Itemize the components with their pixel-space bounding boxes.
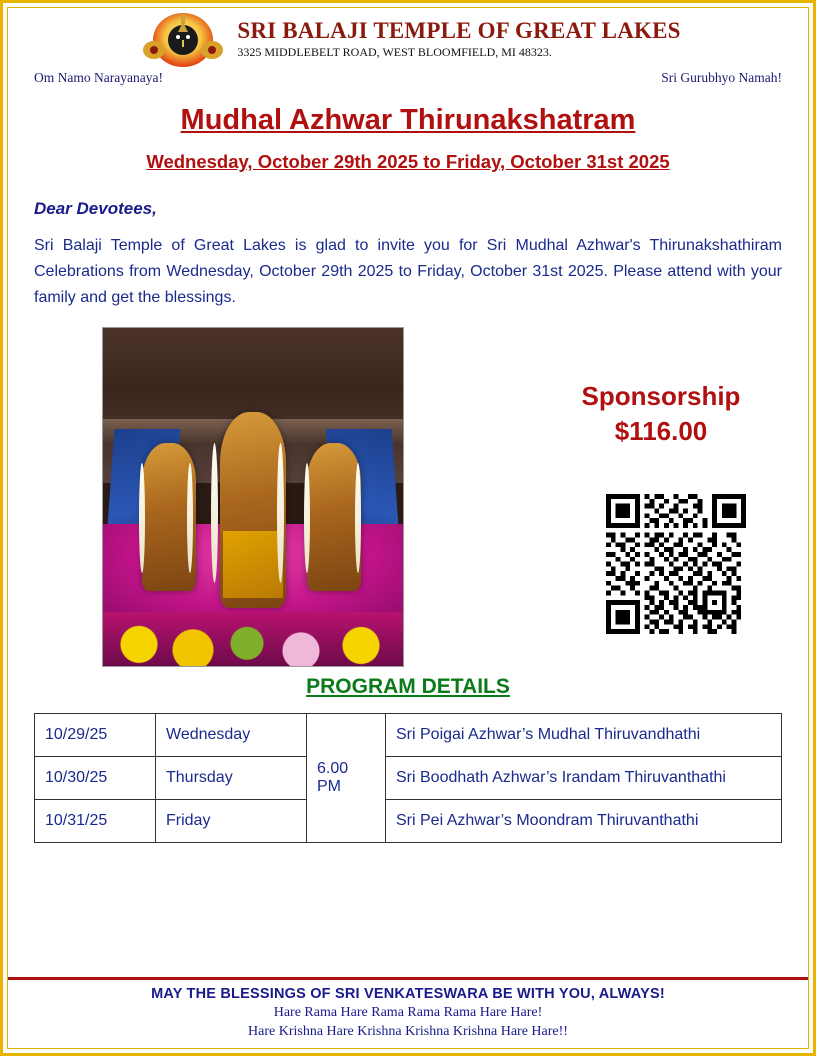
temple-title	[237, 18, 680, 60]
row-event: Sri Boodhath Azhwar’s Irandam Thiruvanthathi	[386, 756, 782, 799]
invitation-paragraph: Sri Balaji Temple of Great Lakes is glad to invite you for Sri Mudhal Azhwar's Thirunakshathiram Celebrations from Wednesday, October 29th 2025 to Friday, October 31st 2025. Please attend with your family and get the blessings.	[34, 237, 782, 306]
event-title: Mudhal Azhwar Thirunakshatram	[180, 104, 636, 136]
table-row	[35, 713, 782, 756]
flyer-inner-border	[7, 7, 809, 1049]
row-date: 10/31/25	[35, 799, 156, 842]
salutation: Dear Devotees,	[34, 199, 157, 218]
event-date-range: Wednesday, October 29th 2025 to Friday, October 31st 2025	[146, 151, 670, 172]
header	[8, 8, 808, 70]
footer	[8, 977, 808, 1048]
row-day: Thursday	[156, 756, 307, 799]
footer-chant-2: Hare Krishna Hare Krishna Krishna Krishna Hare Hare!!	[248, 1024, 568, 1039]
footer-divider	[8, 977, 808, 980]
temple-address: 3325 MIDDLEBELT ROAD, WEST BLOOMFIELD, MI 48323.	[237, 45, 552, 59]
row-date: 10/29/25	[35, 713, 156, 756]
row-event: Sri Poigai Azhwar’s Mudhal Thiruvandhathi	[386, 713, 782, 756]
temple-logo	[135, 8, 231, 70]
qr-code-image	[606, 494, 746, 634]
footer-chant-1: Hare Rama Hare Rama Rama Rama Hare Hare!	[273, 1005, 543, 1020]
deity-photo	[102, 327, 404, 667]
row-time: 6.00 PM	[307, 713, 386, 842]
sponsorship-label: Sponsorship	[581, 380, 741, 411]
row-event: Sri Pei Azhwar’s Moondram Thiruvanthathi	[386, 799, 782, 842]
program-table-wrap	[34, 713, 782, 843]
qr-code[interactable]	[605, 493, 747, 635]
sponsorship-block	[546, 379, 776, 449]
greeting-right: Sri Gurubhyo Namah!	[661, 70, 782, 85]
sponsorship-amount: $116.00	[614, 415, 708, 446]
program-details-title: PROGRAM DETAILS	[306, 674, 510, 698]
invitation-body	[34, 199, 782, 311]
footer-blessing: MAY THE BLESSINGS OF SRI VENKATESWARA BE WITH YOU, ALWAYS!	[151, 986, 665, 1002]
program-table	[34, 713, 782, 843]
row-date: 10/30/25	[35, 756, 156, 799]
row-day: Wednesday	[156, 713, 307, 756]
temple-name: SRI BALAJI TEMPLE OF GREAT LAKES	[237, 18, 681, 43]
row-day: Friday	[156, 799, 307, 842]
table-row	[35, 756, 782, 799]
media-row	[34, 327, 782, 667]
deity-icon	[140, 10, 226, 68]
table-row	[35, 799, 782, 842]
greeting-left: Om Namo Narayanaya!	[34, 70, 163, 85]
greetings-row	[34, 70, 782, 90]
